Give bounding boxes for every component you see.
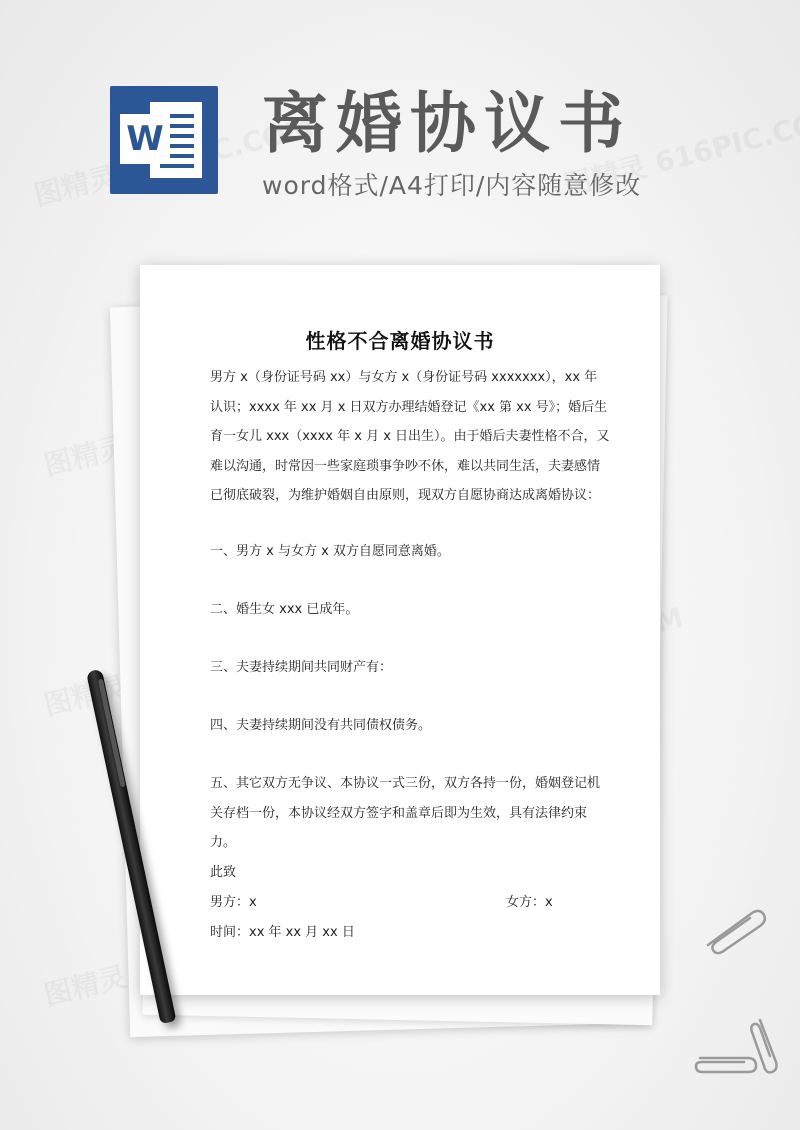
- word-logo-letter: W: [120, 114, 170, 164]
- paperclip-icon: [690, 1010, 790, 1080]
- document-page: [140, 265, 660, 995]
- male-signature: 男方：x: [210, 895, 257, 910]
- banner-title: 离婚协议书: [262, 85, 632, 162]
- paperclip-icon: [700, 905, 770, 955]
- word-logo-icon: [110, 86, 218, 194]
- closing-text: 此致: [210, 865, 237, 880]
- document-intro: 男方 x（身份证号码 xx）与女方 x（身份证号码 xxxxxxx），xx 年认识；xxxx 年 xx 月 x 日双方办理结婚登记《xx 第 xx 号》；婚后生育一女儿 xxx（xxxx 年 x 月 x 日出生）。由于婚后夫妻性格不合，又难以沟通，时常因一些家庭琐事争吵不休，难以共同生活，夫妻感情已彻底破裂，为维护婚姻自由原则，现双方自愿协商达成离婚协议：: [210, 370, 610, 503]
- clause-2: 二、婚生女 xxx 已成年。: [210, 602, 359, 617]
- signature-date: 时间：xx 年 xx 月 xx 日: [210, 925, 355, 940]
- female-signature: 女方：x: [506, 895, 553, 910]
- clause-3: 三、夫妻持续期间共同财产有：: [210, 660, 393, 675]
- banner-subtitle: word格式/A4打印/内容随意修改: [262, 171, 642, 200]
- document-title: 性格不合离婚协议书: [305, 329, 495, 353]
- clause-5: 五、其它双方无争议、本协议一式三份，双方各持一份，婚姻登记机关存档一份，本协议经双方签字和盖章后即为生效，具有法律约束力。: [210, 776, 601, 850]
- clause-4: 四、夫妻持续期间没有共同债权债务。: [210, 718, 432, 733]
- clause-1: 一、男方 x 与女方 x 双方自愿同意离婚。: [210, 544, 450, 559]
